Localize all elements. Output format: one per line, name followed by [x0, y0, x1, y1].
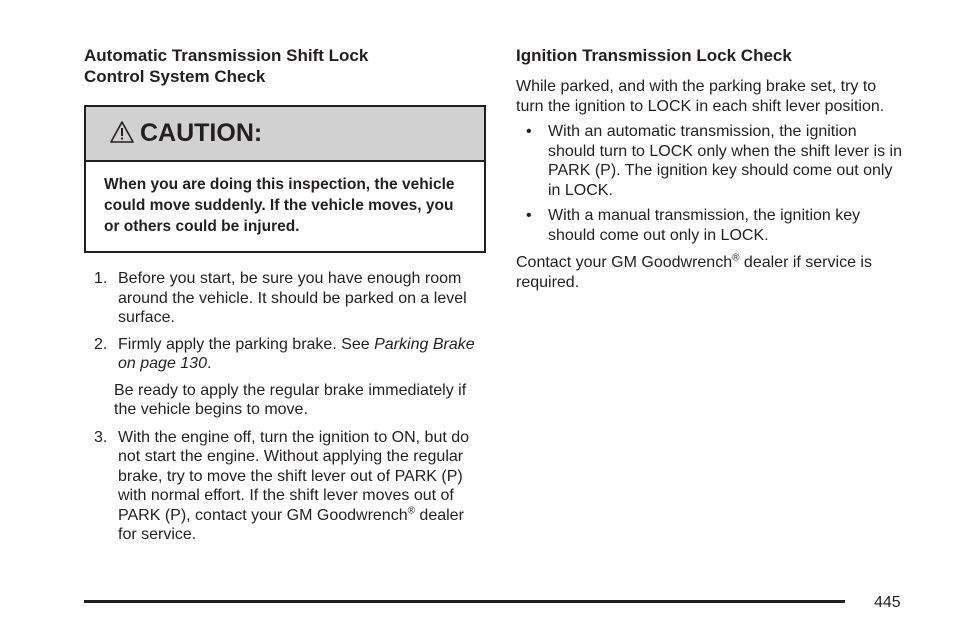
step-3	[84, 428, 486, 545]
bullet-mark: •	[526, 123, 532, 140]
steps-list	[84, 269, 486, 545]
step-text	[118, 335, 486, 374]
step-text: Before you start, be sure you have enough room around the vehicle. It should be parked on a level surface.	[118, 270, 467, 326]
bullet-item	[516, 206, 908, 245]
step-text	[118, 428, 486, 545]
step-2-text-before: Firmly apply the parking brake. See	[118, 335, 375, 353]
contact-paragraph	[516, 253, 908, 292]
left-column	[84, 45, 486, 552]
step-2	[84, 335, 486, 374]
heading-line-1: Automatic Transmission Shift Lock	[84, 46, 369, 65]
bullet-mark: •	[526, 207, 532, 224]
bullet-list	[516, 122, 908, 245]
step-2-note: Be ready to apply the regular brake immediately if the vehicle begins to move.	[114, 381, 467, 418]
step-1	[84, 269, 486, 328]
intro-paragraph: While parked, and with the parking brake set, try to turn the ignition to LOCK in each shift lever position.	[516, 78, 885, 115]
footer-rule	[84, 600, 845, 603]
step-2-note-item	[84, 381, 486, 420]
section-heading-shift-lock	[84, 45, 486, 87]
caution-header	[86, 107, 484, 162]
right-column	[516, 45, 908, 292]
bullet-text: With a manual transmission, the ignition key should come out only in LOCK.	[548, 207, 861, 244]
step-number: 1.	[94, 270, 108, 287]
step-number: 3.	[94, 428, 108, 446]
warning-triangle-icon	[110, 120, 134, 144]
step-3-text-after: dealer for service.	[118, 506, 464, 543]
registered-mark: ®	[407, 505, 415, 517]
step-3-text: With the engine off, turn the ignition to ON, but do not start the engine. Without applying the regular brake, try to move the shift lever out of PARK (P) with normal effort. If the shift lever moves out of PARK (P), contact your GM Goodwrench	[118, 428, 470, 524]
page-number: 445	[874, 594, 901, 611]
heading-line-2: Control System Check	[84, 67, 266, 86]
registered-mark: ®	[732, 252, 740, 264]
contact-text-after: dealer if service is required.	[516, 254, 872, 291]
bullet-item	[516, 122, 908, 200]
section-heading-ignition-lock: Ignition Transmission Lock Check	[516, 46, 792, 65]
caution-title: CAUTION:	[140, 119, 263, 147]
step-2-text-after: .	[206, 355, 212, 372]
parking-brake-reference-link[interactable]: Parking Brake on page 130	[118, 335, 475, 372]
caution-text: When you are doing this inspection, the vehicle could move suddenly. If the vehicle moves, you or others could be injured.	[104, 176, 455, 235]
step-number: 2.	[94, 335, 108, 353]
bullet-text: With an automatic transmission, the ignition should turn to LOCK only when the shift lever is in PARK (P). The ignition key should come out only in LOCK.	[548, 123, 902, 199]
contact-text-before: Contact your GM Goodwrench	[516, 254, 733, 271]
caution-box	[84, 105, 486, 253]
